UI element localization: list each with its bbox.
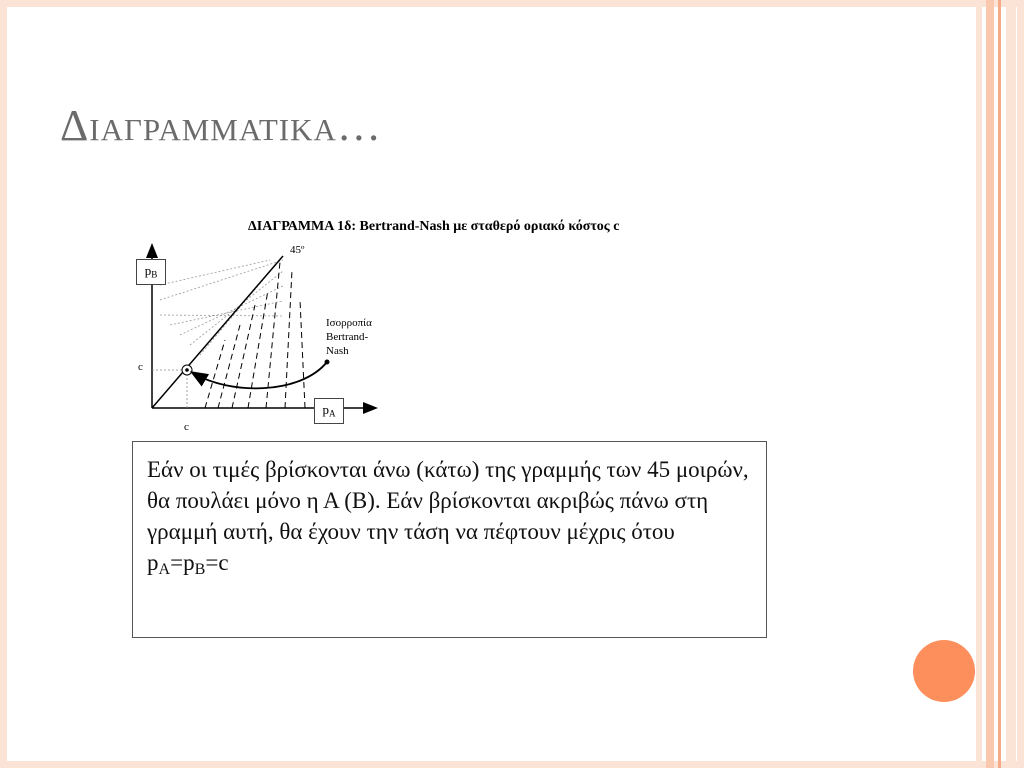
equilibrium-annotation: Ισορροπία Bertrand- Nash — [326, 317, 372, 357]
hatch-below-lines — [205, 262, 305, 408]
c-label-x: c — [184, 421, 189, 433]
hatch-above-lines — [160, 256, 283, 355]
slide-title: Διαγραμματικα… — [60, 101, 382, 150]
explanation-textbox: Εάν οι τιμές βρίσκονται άνω (κάτω) της γραμμής των 45 μοιρών, θα πουλάει μόνο η Α (Β). Εάν βρίσκονται ακριβώς πάνω στη γραμμή αυτή, θα έχουν την τάση να πέφτουν μέχρις ότου $p_A=p_B=c$ — [132, 441, 767, 638]
x-axis-label: $p_A$ — [314, 398, 344, 424]
forty-five-degree-line — [152, 256, 283, 408]
diagram-title: ΔΙΑΓΡΑΜΜΑ 1δ: Bertrand-Nash με σταθερό οριακό κόστος c — [248, 219, 620, 234]
decorative-circle — [913, 640, 975, 702]
y-axis-label: $p_B$ — [136, 259, 166, 285]
equilibrium-arrow — [193, 362, 327, 388]
angle-label: 45º — [290, 244, 305, 256]
c-label-y: c — [138, 361, 143, 373]
